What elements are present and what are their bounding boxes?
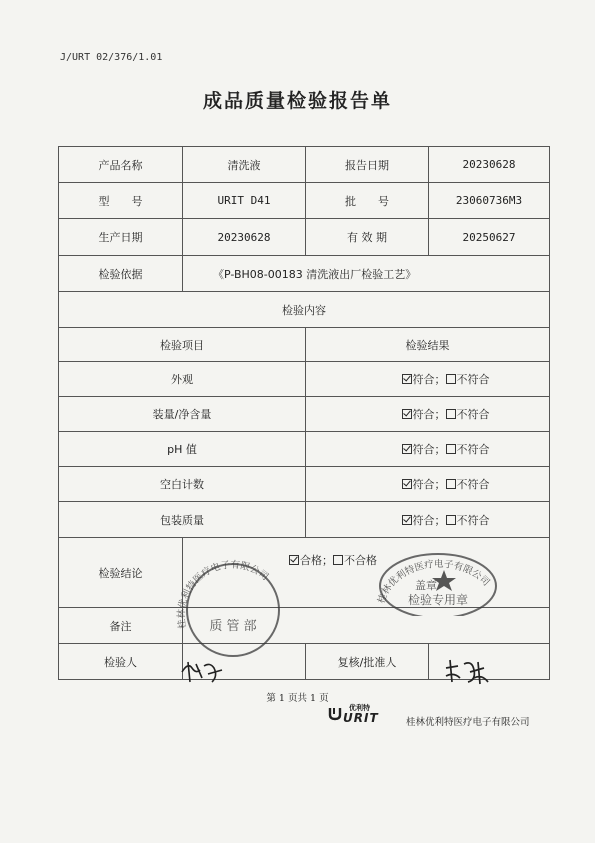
pass-label: 符合；	[412, 443, 446, 456]
checked-checkbox-icon	[402, 409, 412, 419]
pass-label: 符合；	[412, 478, 446, 491]
fail-label: 不符合	[456, 478, 490, 491]
table-row	[59, 467, 550, 502]
unqualified-label: 不合格	[344, 554, 377, 567]
page-title: 成品质量检验报告单	[202, 90, 392, 112]
batch-value: 23060736M3	[429, 183, 550, 219]
qc-stamp-center-text: 质 管 部	[209, 619, 257, 634]
report-date-value: 20230628	[429, 147, 550, 183]
reviewer-signature	[442, 656, 492, 688]
batch-label: 批 号	[306, 183, 429, 219]
product-name-label: 产品名称	[59, 147, 183, 183]
pass-label: 符合；	[412, 373, 446, 386]
inspection-stamp-top-text: 盖章	[415, 579, 437, 592]
inspector-label: 检验人	[59, 644, 183, 680]
expiry-value: 20250627	[429, 219, 550, 256]
item-name: 外观	[59, 362, 306, 397]
reviewer-label: 复核/批准人	[306, 644, 429, 680]
qc-department-stamp	[168, 558, 298, 658]
production-date-value: 20230628	[183, 219, 306, 256]
item-name: pH 值	[59, 432, 306, 467]
checked-checkbox-icon	[402, 444, 412, 454]
item-result	[306, 502, 550, 538]
qualified-label: 合格；	[300, 554, 333, 567]
item-result	[306, 362, 550, 397]
logo-en-text: URIT	[343, 711, 379, 725]
table-row	[59, 432, 550, 467]
unchecked-checkbox-icon	[446, 444, 456, 454]
unchecked-checkbox-icon	[446, 479, 456, 489]
checked-checkbox-icon	[402, 479, 412, 489]
logo-cn-text: 优利特	[349, 704, 370, 712]
table-row	[59, 397, 550, 432]
column-header-result: 检验结果	[306, 328, 550, 362]
unchecked-checkbox-icon	[446, 374, 456, 384]
fail-label: 不符合	[456, 373, 490, 386]
urit-logo-icon	[328, 705, 344, 721]
company-name: 桂林优利特医疗电子有限公司	[406, 717, 530, 728]
pass-label: 符合；	[412, 408, 446, 421]
fail-label: 不符合	[456, 513, 490, 527]
report-date-label: 报告日期	[306, 147, 429, 183]
checked-checkbox-icon	[402, 515, 412, 525]
conclusion-label: 检验结论	[59, 538, 183, 608]
page-number: 第 1 页共 1 页	[266, 693, 329, 704]
column-header-item: 检验项目	[59, 328, 306, 362]
document-number: J/URT 02/376/1.01	[60, 52, 163, 63]
table-row	[59, 362, 550, 397]
inspection-stamp-center-text: 检验专用章	[407, 593, 469, 607]
unchecked-checkbox-icon	[446, 515, 456, 525]
remarks-label: 备注	[59, 608, 183, 644]
pass-label: 符合；	[412, 513, 446, 527]
fail-label: 不符合	[456, 408, 490, 421]
item-name: 装量/净含量	[59, 397, 306, 432]
item-result	[306, 432, 550, 467]
item-result	[306, 467, 550, 502]
model-label: 型 号	[59, 183, 183, 219]
item-result	[306, 397, 550, 432]
inspection-stamp-ring-text: 桂林优利特医疗电子有限公司	[376, 558, 492, 605]
table-row	[59, 502, 550, 538]
expiry-label: 有 效 期	[306, 219, 429, 256]
qc-stamp-ring-text: 桂林优利特医疗电子有限公司	[176, 559, 271, 630]
unchecked-checkbox-icon	[333, 555, 343, 565]
model-value: URIT D41	[183, 183, 306, 219]
item-name: 包装质量	[59, 502, 306, 538]
fail-label: 不符合	[456, 443, 490, 456]
inspection-content-heading: 检验内容	[59, 292, 550, 328]
item-name: 空白计数	[59, 467, 306, 502]
production-date-label: 生产日期	[59, 219, 183, 256]
checked-checkbox-icon	[402, 374, 412, 384]
inspector-signature	[178, 656, 228, 688]
basis-label: 检验依据	[59, 256, 183, 292]
inspection-seal-stamp	[368, 546, 508, 616]
unchecked-checkbox-icon	[446, 409, 456, 419]
product-name-value: 清洗液	[183, 147, 306, 183]
basis-value: 《P-BH08-00183 清洗液出厂检验工艺》	[183, 256, 550, 292]
